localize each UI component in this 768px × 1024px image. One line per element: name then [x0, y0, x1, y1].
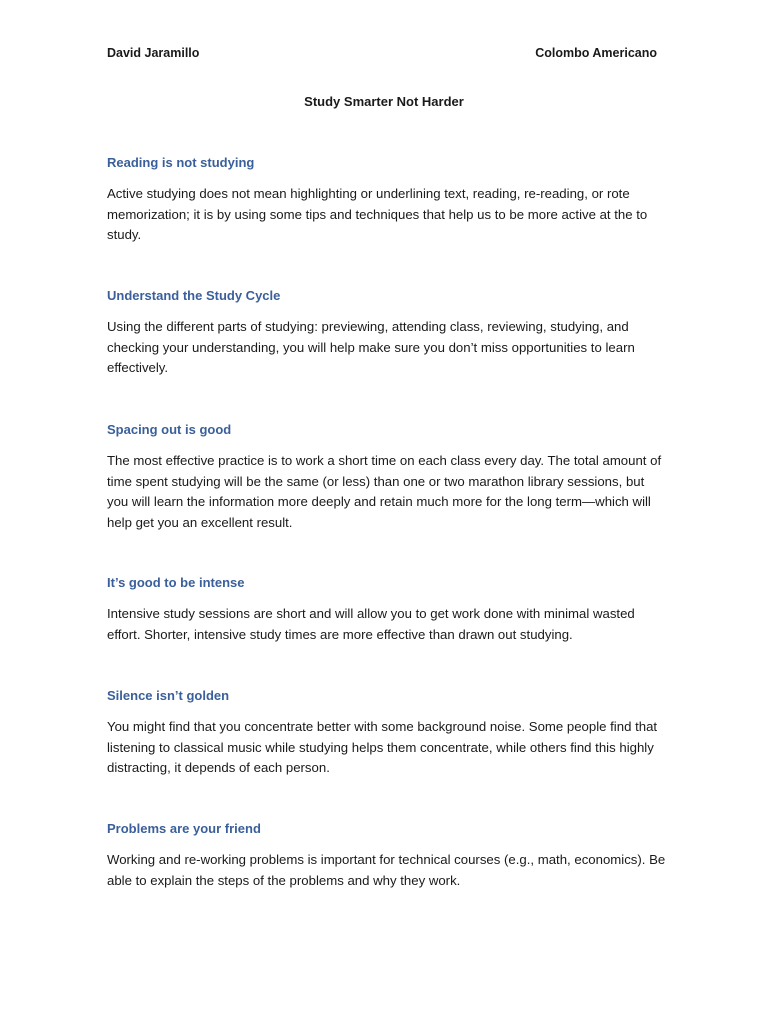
section-heading: Understand the Study Cycle	[107, 288, 281, 303]
section-heading: Spacing out is good	[107, 422, 232, 437]
page-header	[107, 46, 657, 64]
author-name: David Jaramillo	[107, 46, 200, 60]
section-intense	[107, 574, 667, 645]
section-silence	[107, 687, 667, 779]
section-spacing	[107, 421, 667, 533]
section-heading: Silence isn’t golden	[107, 688, 230, 703]
section-heading: It’s good to be intense	[107, 575, 245, 590]
section-reading	[107, 154, 667, 246]
section-study-cycle	[107, 287, 667, 379]
section-body: Using the different parts of studying: previewing, attending class, reviewing, studying, and checking your understanding, you will help make sure you don’t miss opportunities to learn effectively.	[107, 319, 635, 375]
section-heading: Reading is not studying	[107, 155, 255, 170]
document-title: Study Smarter Not Harder	[304, 94, 464, 109]
section-body: Working and re-working problems is important for technical courses (e.g., math, economics). Be able to explain the steps of the problems and why they work.	[107, 852, 666, 888]
school-name: Colombo Americano	[535, 46, 657, 60]
section-heading: Problems are your friend	[107, 821, 261, 836]
section-body: Active studying does not mean highlighting or underlining text, reading, re-reading, or rote memorization; it is by using some tips and techniques that help us to be more active at the to study.	[107, 186, 648, 242]
section-body: You might find that you concentrate better with some background noise. Some people find that listening to classical music while studying helps them concentrate, while others find this highly distracting, it depends of each person.	[107, 719, 658, 775]
section-body: The most effective practice is to work a short time on each class every day. The total amount of time spent studying will be the same (or less) than one or two marathon library sessions, but you will learn the information more deeply and retain much more for the long term—which will help get you an excellent result.	[107, 453, 662, 530]
section-body: Intensive study sessions are short and will allow you to get work done with minimal wasted effort. Shorter, intensive study times are more effective than drawn out studying.	[107, 606, 635, 642]
section-problems	[107, 820, 667, 891]
